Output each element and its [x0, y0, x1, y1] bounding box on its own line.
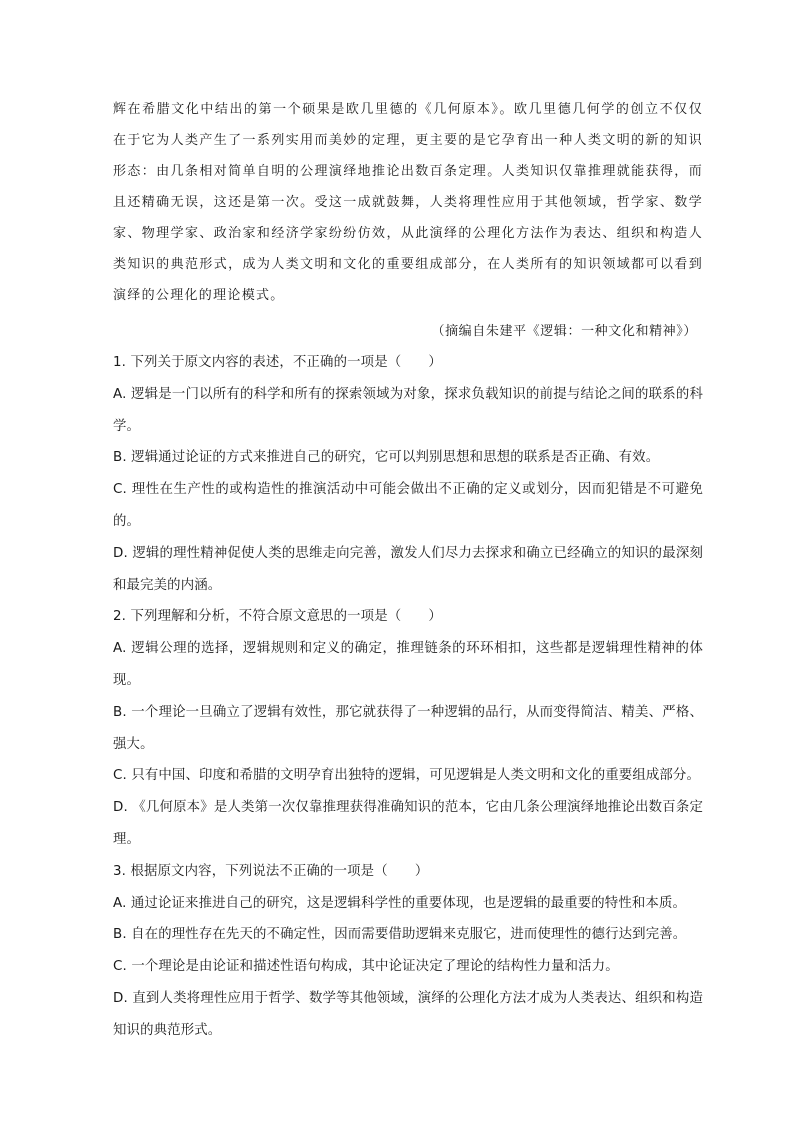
option-d: D. 《几何原本》是人类第一次仅靠推理获得准确知识的范本，它由几条公理演绎地推论出数百条定理。	[113, 800, 703, 847]
passage-text: 辉在希腊文化中结出的第一个硕果是欧几里德的《几何原本》。欧几里德几何学的创立不仅仅在于它为人类产生了一系列实用而美妙的定理，更主要的是它孕育出一种人类文明的新的知识形态：由几条相对简单自明的公理演绎地推论出数百条定理。人类知识仅靠推理就能获得，而且还精确无误，这还是第一次。受这一成就鼓舞，人类将理性应用于其他领域，哲学家、数学家、物理学家、政治家和经济学家纷纷仿效，从此演绎的公理化方法作为表达、组织和构造人类知识的典范形式，成为人类文明和文化的重要组成部分，在人类所有的知识领域都可以看到演绎的公理化的理论模式。	[113, 102, 703, 303]
option-a: A. 逻辑是一门以所有的科学和所有的探索领域为对象，探求负载知识的前提与结论之间的联系的科学。	[113, 386, 703, 434]
option-b: B. 一个理论一旦确立了逻辑有效性，那它就获得了一种逻辑的品行，从而变得简洁、精美、严格、强大。	[113, 704, 703, 752]
option-b: B. 自在的理性存在先天的不确定性，因而需要借助逻辑来克服它，进而使理性的德行达到完善。	[113, 927, 687, 943]
question-2	[113, 601, 703, 855]
questions-section	[113, 347, 703, 1047]
question-stem: 1. 下列关于原文内容的表述，不正确的一项是（ ）	[113, 355, 442, 370]
option-a: A. 逻辑公理的选择，逻辑规则和定义的确定，推理链条的环环相扣，这些都是逻辑理性精神的体现。	[113, 641, 703, 688]
question-stem: 2. 下列理解和分析，不符合原文意思的一项是（ ）	[113, 609, 442, 625]
option-c: C. 一个理论是由论证和描述性语句构成，其中论证决定了理论的结构性力量和活力。	[113, 959, 619, 975]
option-b: B. 逻辑通过论证的方式来推进自己的研究，它可以判别思想和思想的联系是否正确、有效。	[113, 450, 660, 466]
option-c: C. 理性在生产性的或构造性的推演活动中可能会做出不正确的定义或划分，因而犯错是不可避免的。	[113, 482, 703, 529]
question-1	[113, 347, 703, 601]
question-3	[113, 856, 703, 1047]
option-a: A. 通过论证来推进自己的研究，这是逻辑科学性的重要体现，也是逻辑的最重要的特性和本质。	[113, 895, 687, 911]
option-d: D. 逻辑的理性精神促使人类的思维走向完善，激发人们尽力去探求和确立已经确立的知识的最深刻和最完美的内涵。	[113, 545, 703, 593]
option-d: D. 直到人类将理性应用于哲学、数学等其他领域，演绎的公理化方法才成为人类表达、组织和构造知识的典范形式。	[113, 990, 703, 1038]
option-c: C. 只有中国、印度和希腊的文明孕育出独特的逻辑，可见逻辑是人类文明和文化的重要组成部分。	[113, 768, 701, 784]
source-citation: （摘编自朱建平《逻辑：一种文化和精神》）	[431, 324, 697, 339]
question-stem: 3. 根据原文内容，下列说法不正确的一项是（ ）	[113, 863, 429, 879]
